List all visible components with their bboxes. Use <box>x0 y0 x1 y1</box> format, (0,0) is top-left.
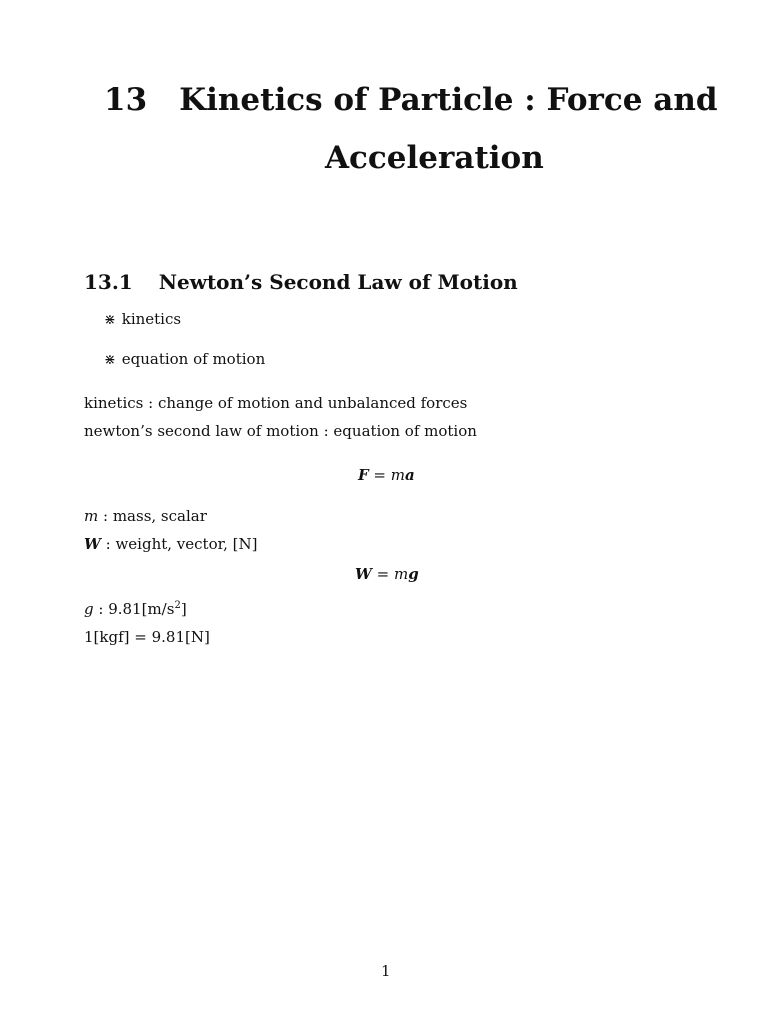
gravity-close: ] <box>180 600 187 618</box>
chapter-title-line-2: Acceleration <box>325 140 544 176</box>
bullet-text: kinetics <box>121 310 182 328</box>
weight-symbol: W <box>84 535 101 553</box>
chapter-title-line-1 <box>104 82 718 118</box>
equation-force <box>358 466 415 484</box>
equation-weight <box>355 565 419 583</box>
eq-mass-symbol: m <box>390 466 405 484</box>
eq-weight-symbol: W <box>355 565 372 583</box>
bullet-marker: ⋇ <box>104 352 116 368</box>
bullet-text: equation of motion <box>121 350 266 368</box>
eq-equals: = <box>371 565 394 583</box>
gravity-symbol: g <box>84 600 94 618</box>
section-heading <box>84 272 518 292</box>
section-title: Newton’s Second Law of Motion <box>158 270 518 294</box>
weight-text: : weight, vector, [N] <box>100 535 258 553</box>
gravity-line <box>84 602 187 617</box>
chapter-number: 13 <box>104 82 148 118</box>
eq-force-symbol: F <box>358 466 369 484</box>
eq-gravity-symbol: g <box>408 565 419 583</box>
eq-accel-symbol: a <box>405 466 415 484</box>
page-number: 1 <box>381 962 391 980</box>
mass-line <box>84 509 207 524</box>
chapter-title-text: Kinetics of Particle : Force and <box>179 82 718 118</box>
gravity-text: : 9.81[m/s <box>93 600 175 618</box>
bullet-item <box>104 312 181 327</box>
mass-symbol: m <box>84 507 99 525</box>
newton-definition: newton’s second law of motion : equation of motion <box>84 422 477 440</box>
bullet-marker: ⋇ <box>104 312 116 328</box>
eq-mass-symbol: m <box>393 565 409 583</box>
kinetics-definition: kinetics : change of motion and unbalanced forces <box>84 394 468 412</box>
gravity-exponent: 2 <box>174 600 181 611</box>
eq-equals: = <box>368 466 391 484</box>
bullet-item <box>104 352 265 367</box>
kgf-line: 1[kgf] = 9.81[N] <box>84 628 210 646</box>
weight-line <box>84 537 258 552</box>
mass-text: : mass, scalar <box>98 507 207 525</box>
section-number: 13.1 <box>84 270 133 294</box>
